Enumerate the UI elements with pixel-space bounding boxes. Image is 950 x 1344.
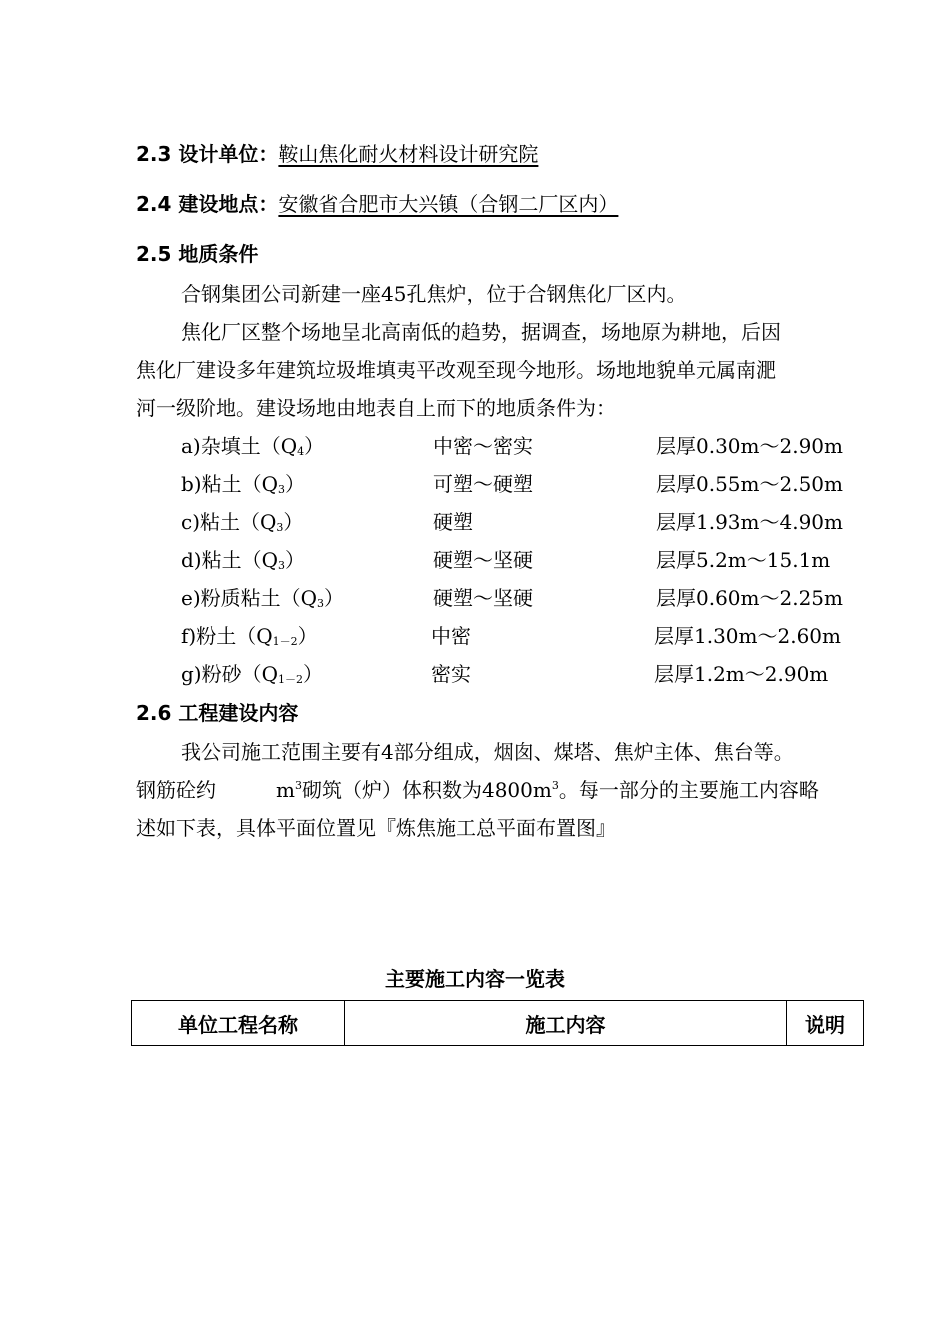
section-number: 2.5 <box>136 242 172 266</box>
layer-state: 硬塑～坚硬 <box>433 586 533 610</box>
section-label: 建设地点： <box>178 192 279 216</box>
section-label: 设计单位： <box>178 142 279 166</box>
layer-state: 中密～密实 <box>433 434 533 458</box>
table-title: 主要施工内容一览表 <box>385 967 565 991</box>
paragraph-text: 焦化厂区整个场地呈北高南低的趋势，据调查，场地原为耕地，后因 <box>181 320 781 344</box>
layer-name: e)粉质粘土$(Q_3)$ <box>181 586 345 610</box>
section-label: 地质条件 <box>178 242 259 266</box>
paragraph-text: 河一级阶地。建设场地由地表自上而下的地质条件为： <box>136 396 616 420</box>
section-label: 工程建设内容 <box>178 701 299 725</box>
layer-thickness: 层厚1.93m～4.90m <box>656 510 843 534</box>
layer-thickness: 层厚1.30m～2.60m <box>654 624 841 648</box>
column-header-content: 施工内容 <box>345 1001 787 1046</box>
layer-thickness: 层厚5.2m～15.1m <box>656 548 831 572</box>
layer-state: 硬塑～坚硬 <box>433 548 533 572</box>
design-unit-value: 鞍山焦化耐火材料设计研究院 <box>278 142 539 166</box>
layer-state: 密实 <box>431 662 471 686</box>
paragraph-text: 述如下表，具体平面位置见『炼焦施工总平面布置图』 <box>136 816 616 840</box>
column-header-notes: 说明 <box>787 1001 864 1046</box>
layer-thickness: 层厚0.55m～2.50m <box>656 472 843 496</box>
column-header-unit-name: 单位工程名称 <box>132 1001 345 1046</box>
layer-state: 中密 <box>431 624 471 648</box>
layer-thickness: 层厚0.60m～2.25m <box>656 586 843 610</box>
layer-name: b)粘土$(Q_3)$ <box>181 472 306 496</box>
section-number: 2.4 <box>136 192 172 216</box>
construction-content-table <box>131 1000 864 1046</box>
paragraph-text: 钢筋砼约 $m^3$砌筑（炉）体积数为$4800m^3$。每一部分的主要施工内容略 <box>136 778 819 802</box>
section-2-3 <box>136 138 538 167</box>
layer-state: 硬塑 <box>433 510 473 534</box>
layer-thickness: 层厚1.2m～2.90m <box>654 662 829 686</box>
layer-name: f)粉土$(Q_{1-2})$ <box>181 624 318 648</box>
section-2-5-heading <box>136 238 258 267</box>
location-value: 安徽省合肥市大兴镇（合钢二厂区内） <box>278 192 619 216</box>
section-number: 2.3 <box>136 142 172 166</box>
layer-name: a)杂填土$(Q_4)$ <box>181 434 325 458</box>
section-2-6-heading <box>136 697 298 726</box>
table-header-row <box>132 1001 864 1046</box>
layer-name: g)粉砂$(Q_{1-2})$ <box>181 662 324 686</box>
paragraph-text: 合钢集团公司新建一座45孔焦炉，位于合钢焦化厂区内。 <box>181 282 687 306</box>
layer-name: d)粘土$(Q_3)$ <box>181 548 306 572</box>
layer-thickness: 层厚0.30m～2.90m <box>656 434 843 458</box>
section-2-4 <box>136 188 618 217</box>
section-number: 2.6 <box>136 701 172 725</box>
layer-name: c)粘土$(Q_3)$ <box>181 510 304 534</box>
layer-state: 可塑～硬塑 <box>433 472 533 496</box>
paragraph-text: 焦化厂建设多年建筑垃圾堆填夷平改观至现今地形。场地地貌单元属南淝 <box>136 358 776 382</box>
paragraph-text: 我公司施工范围主要有4部分组成，烟囱、煤塔、焦炉主体、焦台等。 <box>181 740 794 764</box>
